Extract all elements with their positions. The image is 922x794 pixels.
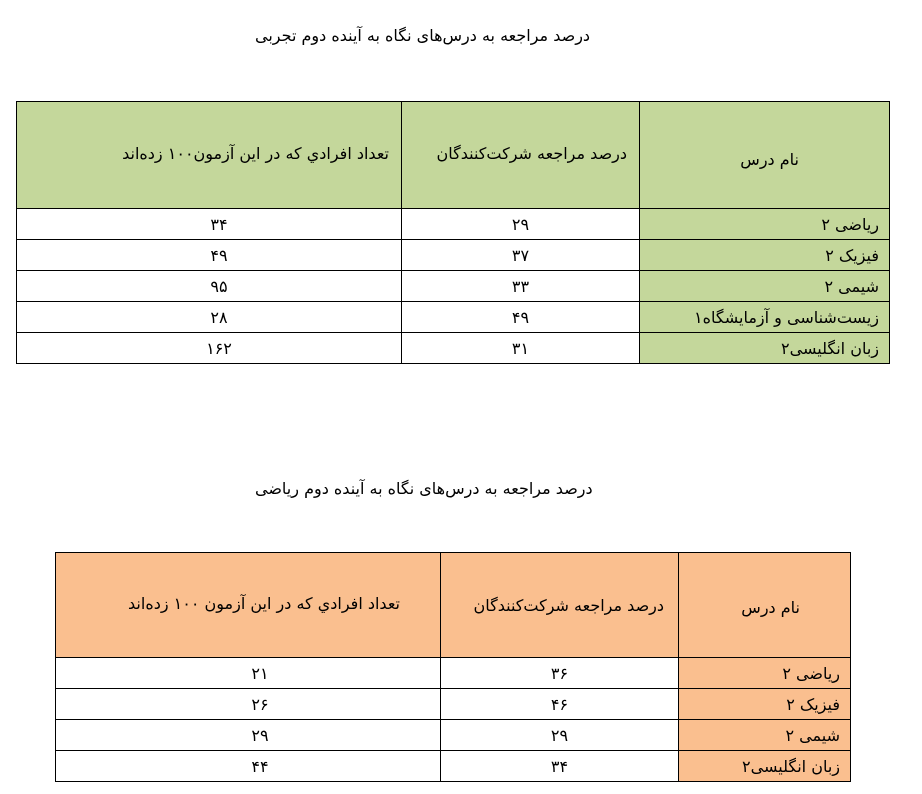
row-name: زیست‌شناسی و آزمایشگاه۱ (640, 302, 890, 333)
section1-title: درصد مراجعه به درس‌های نگاه به آینده دوم تجربی (255, 26, 591, 45)
table-row (17, 302, 890, 333)
header-name: نام درس (640, 102, 890, 209)
row-count (56, 720, 441, 751)
row-count (17, 271, 402, 302)
table-row (56, 658, 851, 689)
table-row (56, 751, 851, 782)
row-count (56, 658, 441, 689)
row-name: ریاضی ۲ (640, 209, 890, 240)
row-count-value: ۲۹ (251, 725, 269, 745)
row-count-value: ۱۶۲ (206, 338, 232, 358)
row-percent: ۳۷ (402, 240, 640, 271)
row-count-value: ۲۸ (210, 307, 228, 327)
row-percent: ۳۱ (402, 333, 640, 364)
row-name: زبان انگلیسی۲ (640, 333, 890, 364)
row-percent: ۴۶ (441, 689, 679, 720)
row-count-value: ۲۶ (251, 694, 269, 714)
row-count (17, 302, 402, 333)
math-table (55, 552, 851, 782)
row-percent: ۲۹ (441, 720, 679, 751)
row-count-value: ۴۴ (251, 756, 269, 776)
table-row (17, 209, 890, 240)
header-name: نام درس (679, 553, 851, 658)
row-count (56, 751, 441, 782)
row-count-value: ۲۱ (251, 663, 269, 683)
table-row (56, 720, 851, 751)
row-count (56, 689, 441, 720)
header-percent: درصد مراجعه شرکت‌کنندگان (402, 102, 640, 209)
header-count: تعداد افرادي که در اين آزمون۱۰۰ زده‌اند (17, 102, 402, 209)
table-row (17, 333, 890, 364)
row-count-value: ۴۹ (210, 245, 228, 265)
header-count: تعداد افرادي که در اين آزمون ۱۰۰ زده‌اند (56, 553, 441, 658)
table-header-row (56, 553, 851, 658)
header-percent: درصد مراجعه شرکت‌کنندگان (441, 553, 679, 658)
row-count-value: ۳۴ (210, 214, 228, 234)
row-name: زبان انگلیسی۲ (679, 751, 851, 782)
row-name: فیزیک ۲ (679, 689, 851, 720)
row-percent: ۲۹ (402, 209, 640, 240)
row-percent: ۳۴ (441, 751, 679, 782)
row-name: فیزیک ۲ (640, 240, 890, 271)
experimental-table (16, 101, 890, 364)
row-percent: ۳۳ (402, 271, 640, 302)
row-count (17, 333, 402, 364)
table-row (17, 271, 890, 302)
section2-title: درصد مراجعه به درس‌های نگاه به آینده دوم ریاضی (255, 479, 593, 498)
row-name: شیمی ۲ (679, 720, 851, 751)
table-header-row (17, 102, 890, 209)
table-row (56, 689, 851, 720)
row-count (17, 209, 402, 240)
table-row (17, 240, 890, 271)
row-percent: ۴۹ (402, 302, 640, 333)
row-count (17, 240, 402, 271)
row-count-value: ۹۵ (210, 276, 228, 296)
row-name: شیمی ۲ (640, 271, 890, 302)
row-percent: ۳۶ (441, 658, 679, 689)
row-name: ریاضی ۲ (679, 658, 851, 689)
